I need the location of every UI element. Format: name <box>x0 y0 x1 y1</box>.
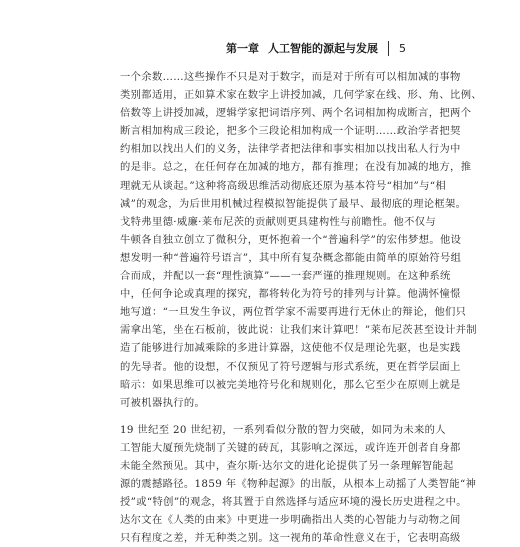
text-line: 造了能够进行加减乘除的多进计算器，这使他不仅是理论先驱，也是实践 <box>120 342 461 355</box>
text-line: 可被机器执行的。 <box>120 396 206 409</box>
text-line: 的先导者。他的设想，不仅预见了符号逻辑与形式系统，更在哲学层面上 <box>120 360 461 373</box>
text-line: 合而成，并配以一套“理性演算”——一套严谨的推理规则。在这种系统 <box>120 270 451 283</box>
text-line: 减”的观念，为后世用机械过程模拟智能提供了最早、最彻底的理论框架。 <box>120 197 467 210</box>
text-line: 理就无从谈起。”这种将高级思维活动彻底还原为基本符号“相加”与“相 <box>120 179 447 192</box>
text-line: 19 世纪至 20 世纪初，一系列看似分散的智力突破，如同为未来的人 <box>120 423 446 436</box>
text-line: 需拿出笔，坐在石板前，彼此说：让我们来计算吧！”莱布尼茨甚至设计并制 <box>120 324 477 337</box>
text-line: 戈特弗里德·威廉·莱布尼茨的贡献则更具建构性与前瞻性。他不仅与 <box>120 215 437 228</box>
paragraph <box>120 68 482 412</box>
header-divider <box>388 41 389 56</box>
text-line: 地写道：“一旦发生争议，两位哲学家不需要再进行无休止的辩论，他们只 <box>120 306 467 319</box>
text-line: 授”或“特创”的观念，将其置于自然选择与适应环境的漫长历史进程之中。 <box>120 496 467 509</box>
chapter-title: 人工智能的源起与发展 <box>268 42 378 55</box>
text-line: 只有程度之差，并无种类之别。这一视角的革命性意义在于，它表明高级 <box>120 532 461 545</box>
text-line: 未能全然预见。其中，查尔斯·达尔文的进化论提供了另一条理解智能起 <box>120 459 454 472</box>
text-line: 一个余数……这些操作不只是对于数字，而是对于所有可以相加减的事物 <box>120 71 461 83</box>
paragraph-gap <box>120 412 398 421</box>
text-line: 约相加以找出人们的义务，法律学者把法律和事实相加以找出私人行为中 <box>120 143 461 156</box>
text-line: 达尔文在《人类的由来》中更进一步明确指出人类的心智能力与动物之间 <box>120 514 461 527</box>
text-line: 牛顿各自独立创立了微积分，更怀抱着一个“普遍科学”的宏伟梦想。他设 <box>120 233 462 246</box>
chapter-label: 第一章 <box>226 42 259 55</box>
text-line: 想发明一种“普遍符号语言”，其中所有复杂概念都能由简单的原始符号组 <box>120 251 462 264</box>
text-line: 暗示：如果思维可以被完美地符号化和规则化，那么它至少在原则上就是 <box>120 378 461 391</box>
text-line: 断言相加构成三段论，把多个三段论相加构成一个证明……政治学者把契 <box>120 125 461 138</box>
text-line: 类别都适用，正如算术家在数字上讲授加减，几何学家在线、形、角、比例、 <box>120 89 482 102</box>
body-text <box>120 68 482 547</box>
text-line: 倍数等上讲授加减，逻辑学家把词语序列、两个名词相加构成断言，把两个 <box>120 107 472 120</box>
running-header <box>226 40 406 56</box>
text-line: 的是非。总之，在任何存在加减的地方，都有推理；在没有加减的地方，推 <box>120 161 472 174</box>
page-number: 5 <box>399 41 406 55</box>
paragraph <box>120 421 477 547</box>
text-line: 中，任何争论或真理的探究，都将转化为符号的排列与计算。他满怀憧憬 <box>120 288 461 301</box>
text-line: 工智能大厦预先烧制了关键的砖瓦，其影响之深远，或许连开创者自身都 <box>120 441 461 454</box>
text-line: 源的震撼路径。1859 年《物种起源》的出版，从根本上动摇了人类智能“神 <box>120 478 477 491</box>
